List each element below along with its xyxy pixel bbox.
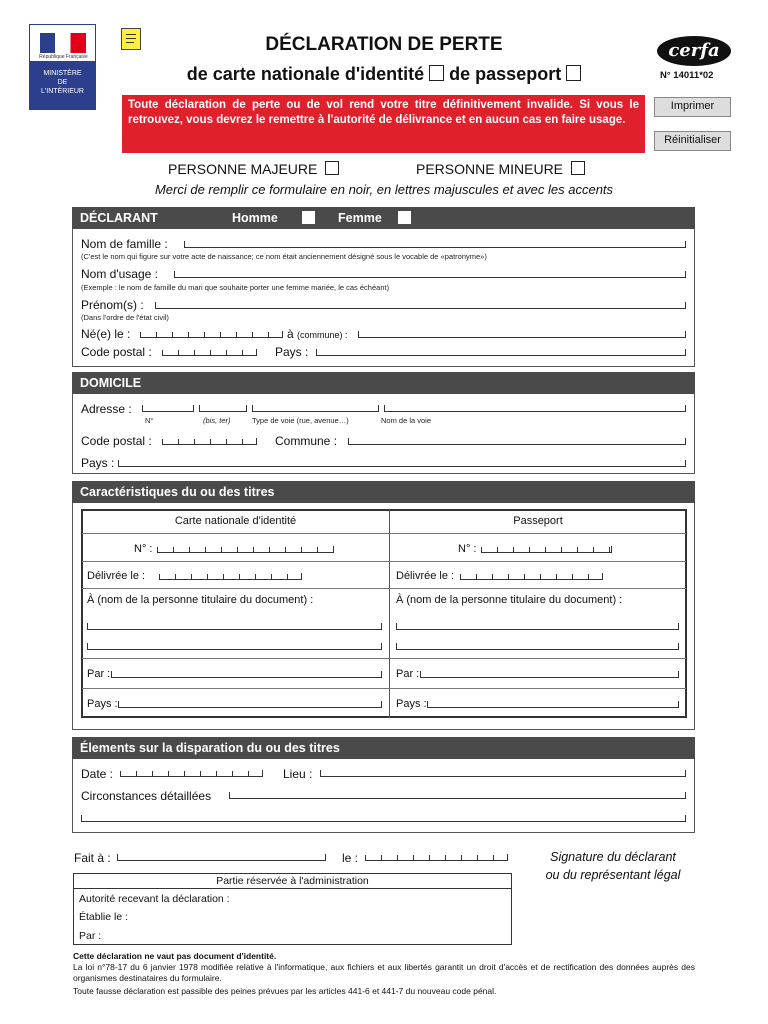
- prenom-input[interactable]: [155, 297, 686, 309]
- usage-input[interactable]: [174, 266, 686, 278]
- pass-titulaire-input-1[interactable]: [396, 618, 679, 630]
- cni-header: Carte nationale d'identité: [174, 515, 297, 527]
- a-text: à: [287, 327, 294, 341]
- pass-par-label: Par :: [396, 668, 420, 680]
- admin-autorite: Autorité recevant la déclaration :: [79, 893, 230, 905]
- cni-titulaire-input-2[interactable]: [87, 638, 382, 650]
- nom-label: Nom de famille :: [81, 237, 168, 251]
- row-line: [82, 533, 686, 534]
- passeport-header: Passeport: [513, 515, 563, 527]
- disparition-header: Élements sur la disparation du ou des titres: [72, 737, 695, 759]
- warning-box: Toute déclaration de perte ou de vol rend votre titre définitivement invalide. Si vous le retrouvez, vous devrez le remettre à l'autorité de délivrance et en aucun cas en faire usage.: [122, 95, 645, 153]
- ministere-line: MINISTÈRE: [43, 70, 82, 77]
- cni-pays-input[interactable]: [118, 696, 382, 708]
- cni-delivree-input[interactable]: [159, 568, 302, 580]
- fait-le-label: le :: [342, 851, 359, 865]
- dom-pays-input[interactable]: [118, 455, 686, 467]
- cni-no-input[interactable]: [157, 541, 334, 553]
- subtitle-cni: de carte nationale d'identité: [186, 64, 425, 84]
- disparition-date-input[interactable]: [120, 765, 263, 777]
- femme-label: Femme: [338, 211, 382, 225]
- footer-bold: Cette déclaration ne vaut pas document d'identité.: [73, 951, 277, 961]
- titres-header: Caractéristiques du ou des titres: [72, 481, 695, 503]
- ministere-block: [30, 61, 95, 109]
- republique-text: République Française: [39, 54, 88, 60]
- pass-pays-input[interactable]: [427, 696, 679, 708]
- ne-label: Né(e) le :: [81, 327, 131, 341]
- subtitle-passeport: de passeport: [449, 64, 562, 84]
- naissance-date-input[interactable]: [140, 326, 283, 338]
- row-line: [82, 588, 686, 589]
- cni-titulaire-label: À (nom de la personne titulaire du document) :: [87, 594, 314, 606]
- usage-note: (Exemple : le nom de famille du mari que souhaite porter une femme mariée, le cas échéant): [81, 283, 390, 292]
- signature-line: Signature du déclarant: [550, 850, 676, 864]
- adresse-label: Adresse :: [81, 402, 132, 416]
- signature-label: [520, 848, 706, 884]
- footer-penal: Toute fausse déclaration est passible des peines prévues par les articles 441-6 et 441-7 du nouveau code pénal.: [73, 986, 497, 996]
- fait-date-input[interactable]: [365, 849, 508, 861]
- nom-note: (C'est le nom qui figure sur votre acte de naissance; ce nom était anciennement désigné sous le vocable de «patronyme»): [81, 252, 487, 261]
- ministere-line: DE: [57, 79, 68, 86]
- instruction-text: Merci de remplir ce formulaire en noir, en lettres majuscules et avec les accents: [154, 182, 614, 197]
- row-line: [82, 688, 686, 689]
- circ-input-1[interactable]: [229, 787, 686, 799]
- dom-commune-input[interactable]: [348, 433, 686, 445]
- cni-titulaire-input-1[interactable]: [87, 618, 382, 630]
- dom-cp-label: Code postal :: [81, 434, 152, 448]
- note-icon[interactable]: [121, 28, 141, 50]
- cni-no-label: N° :: [134, 543, 153, 555]
- disparition-lieu-input[interactable]: [320, 765, 686, 777]
- n-note: N°: [145, 416, 154, 425]
- dom-cp-input[interactable]: [162, 433, 257, 445]
- passeport-checkbox[interactable]: [566, 65, 581, 81]
- prenom-note: (Dans l'ordre de l'état civil): [81, 313, 169, 322]
- pass-no-label: N° :: [458, 543, 477, 555]
- admin-par: Par :: [79, 930, 102, 942]
- ministere-line: L'INTÉRIEUR: [41, 88, 84, 95]
- row-line: [82, 561, 686, 562]
- personne-mineure: [416, 161, 585, 177]
- cerfa-number: N° 14011*02: [660, 70, 714, 81]
- usage-label: Nom d'usage :: [81, 267, 158, 281]
- adresse-num-input[interactable]: [142, 400, 194, 412]
- pays-label: Pays :: [275, 345, 309, 359]
- signature-line: ou du représentant légal: [545, 868, 681, 882]
- pass-pays-label: Pays :: [396, 698, 427, 710]
- circ-label: Circonstances détaillées: [81, 789, 212, 803]
- dom-commune-label: Commune :: [275, 434, 338, 448]
- row-line: [82, 658, 686, 659]
- type-note: Type de voie (rue, avenue…): [252, 416, 349, 425]
- commune-note: (commune) :: [297, 330, 348, 340]
- naissance-cp-input[interactable]: [162, 344, 257, 356]
- pass-delivree-input[interactable]: [460, 568, 603, 580]
- pass-no-input[interactable]: [481, 541, 612, 553]
- reset-button[interactable]: Réinitialiser: [654, 131, 731, 151]
- declarant-header: [72, 207, 695, 229]
- pass-titulaire-label: À (nom de la personne titulaire du document) :: [396, 594, 623, 606]
- cni-par-label: Par :: [87, 668, 111, 680]
- adresse-type-input[interactable]: [252, 400, 379, 412]
- mineure-checkbox[interactable]: [571, 161, 585, 175]
- cni-pays-label: Pays :: [87, 698, 118, 710]
- personne-majeure: [168, 161, 339, 177]
- admin-header: Partie réservée à l'administration: [73, 873, 512, 889]
- nomvoie-note: Nom de la voie: [381, 416, 432, 425]
- femme-checkbox[interactable]: [398, 211, 411, 224]
- personne-majeure-label: PERSONNE MAJEURE: [168, 161, 318, 177]
- cp-label: Code postal :: [81, 345, 152, 359]
- cni-checkbox[interactable]: [429, 65, 444, 81]
- adresse-bis-input[interactable]: [199, 400, 247, 412]
- pass-par-input[interactable]: [420, 666, 679, 678]
- flag-icon: [40, 33, 86, 53]
- date-label: Date :: [81, 767, 114, 781]
- cerfa-logo: cerfa: [657, 36, 731, 66]
- homme-label: Homme: [232, 211, 278, 225]
- cni-delivree-label: Délivrée le :: [87, 570, 146, 582]
- adresse-voie-input[interactable]: [384, 400, 686, 412]
- lieu-label: Lieu :: [283, 767, 313, 781]
- fait-label: Fait à :: [74, 851, 111, 865]
- bis-note: (bis, ter): [203, 416, 231, 425]
- page-title: DÉCLARATION DE PERTE: [265, 34, 503, 55]
- homme-checkbox[interactable]: [302, 211, 315, 224]
- print-button[interactable]: Imprimer: [654, 97, 731, 117]
- ministere-logo: [29, 24, 96, 110]
- prenom-label: Prénom(s) :: [81, 298, 144, 312]
- declarant-title: DÉCLARANT: [80, 211, 158, 225]
- domicile-header: DOMICILE: [72, 372, 695, 394]
- a-label: [287, 327, 348, 341]
- naissance-commune-input[interactable]: [358, 326, 686, 338]
- titres-divider: [389, 509, 390, 718]
- subtitle: [120, 64, 648, 85]
- cni-par-input[interactable]: [111, 666, 382, 678]
- naissance-pays-input[interactable]: [316, 344, 686, 356]
- admin-etablie: Établie le :: [79, 911, 129, 923]
- dom-pays-label: Pays :: [81, 456, 115, 470]
- nom-input[interactable]: [184, 236, 686, 248]
- footer-loi: La loi n°78-17 du 6 janvier 1978 modifiée relative à l'informatique, aux fichiers et aux libertés garantit un droit d'accès et de rectification des données auprès des organismes destinataires du formulaire.: [73, 962, 695, 983]
- fait-input[interactable]: [117, 849, 326, 861]
- pass-titulaire-input-2[interactable]: [396, 638, 679, 650]
- majeure-checkbox[interactable]: [325, 161, 339, 175]
- personne-mineure-label: PERSONNE MINEURE: [416, 161, 564, 177]
- circ-input-2[interactable]: [81, 810, 686, 822]
- pass-delivree-label: Délivrée le :: [396, 570, 455, 582]
